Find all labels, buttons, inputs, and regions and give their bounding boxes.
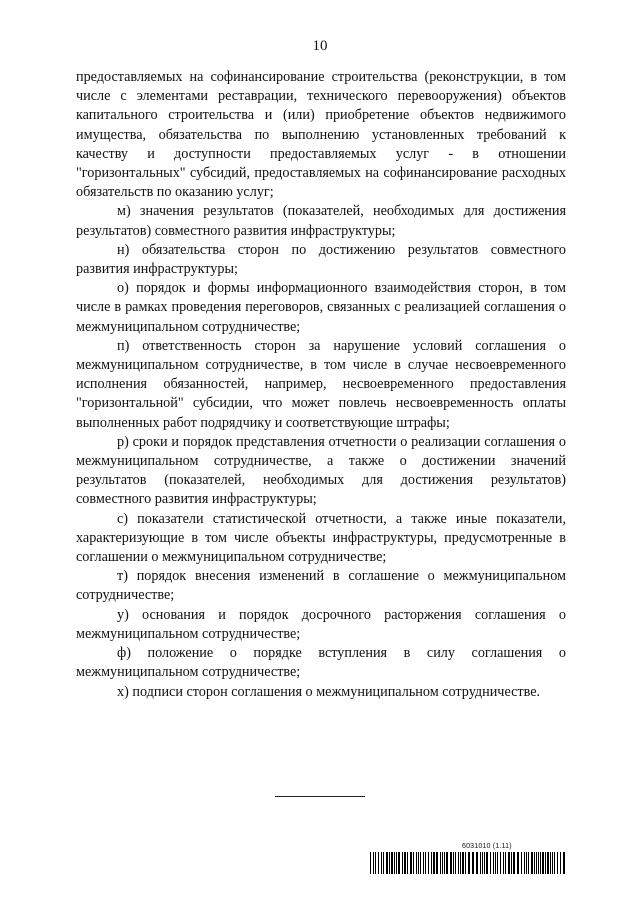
paragraph-m: м) значения результатов (показателей, необходимых для достижения результатов) совместного развития инфраструктуры; xyxy=(76,203,566,239)
barcode-image xyxy=(370,852,566,874)
paragraph-p: п) ответственность сторон за нарушение условий соглашения о межмуниципальном сотрудничестве, в том числе в случае несвоевременного исполнения обязанностей, например, несвоевременного предоставления "горизонтальной" субсидии, что может повлечь несвоевременность оплаты выполненных работ подрядчику и соответствующие штрафы; xyxy=(76,337,566,431)
document-body xyxy=(76,68,566,702)
paragraph-f: ф) положение о порядке вступления в силу соглашения о межмуниципальном сотрудничестве; xyxy=(76,645,566,681)
paragraph-s: с) показатели статистической отчетности, а также иные показатели, характеризующие в том числе объекты инфраструктуры, предусмотренные в соглашении о межмуниципальном сотрудничестве; xyxy=(76,510,566,566)
end-divider-line xyxy=(275,796,365,797)
paragraph-u: у) основания и порядок досрочного расторжения соглашения о межмуниципальном сотрудничестве; xyxy=(76,606,566,642)
barcode-caption: 6031010 (1.11) xyxy=(462,843,512,850)
paragraph-continuation: предоставляемых на софинансирование строительства (реконструкции, в том числе с элементами реставрации, технического перевооружения) объектов капитального строительства и (или) приобретение объектов недвижимого имущества, обязательства по выполнению установленных требований к качеству и доступности предоставляемых услуг - в отношении "горизонтальных" субсидий, предоставляемых на софинансирование расходных обязательств по оказанию услуг; xyxy=(76,69,566,201)
paragraph-t: т) порядок внесения изменений в соглашение о межмуниципальном сотрудничестве; xyxy=(76,568,566,604)
paragraph-o: о) порядок и формы информационного взаимодействия сторон, в том числе в рамках проведения переговоров, связанных с реализацией соглашения о межмуниципальном сотрудничестве; xyxy=(76,280,566,335)
paragraph-n: н) обязательства сторон по достижению результатов совместного развития инфраструктуры; xyxy=(76,241,566,278)
page-number: 10 xyxy=(312,38,328,54)
paragraph-r: р) сроки и порядок представления отчетности о реализации соглашения о межмуниципальном сотрудничестве, а также о достижении значений результатов (показателей, необходимых для достижения результатов) совместного развития инфраструктуры; xyxy=(76,433,566,508)
paragraph-kh: х) подписи сторон соглашения о межмуниципальном сотрудничестве. xyxy=(117,683,541,700)
